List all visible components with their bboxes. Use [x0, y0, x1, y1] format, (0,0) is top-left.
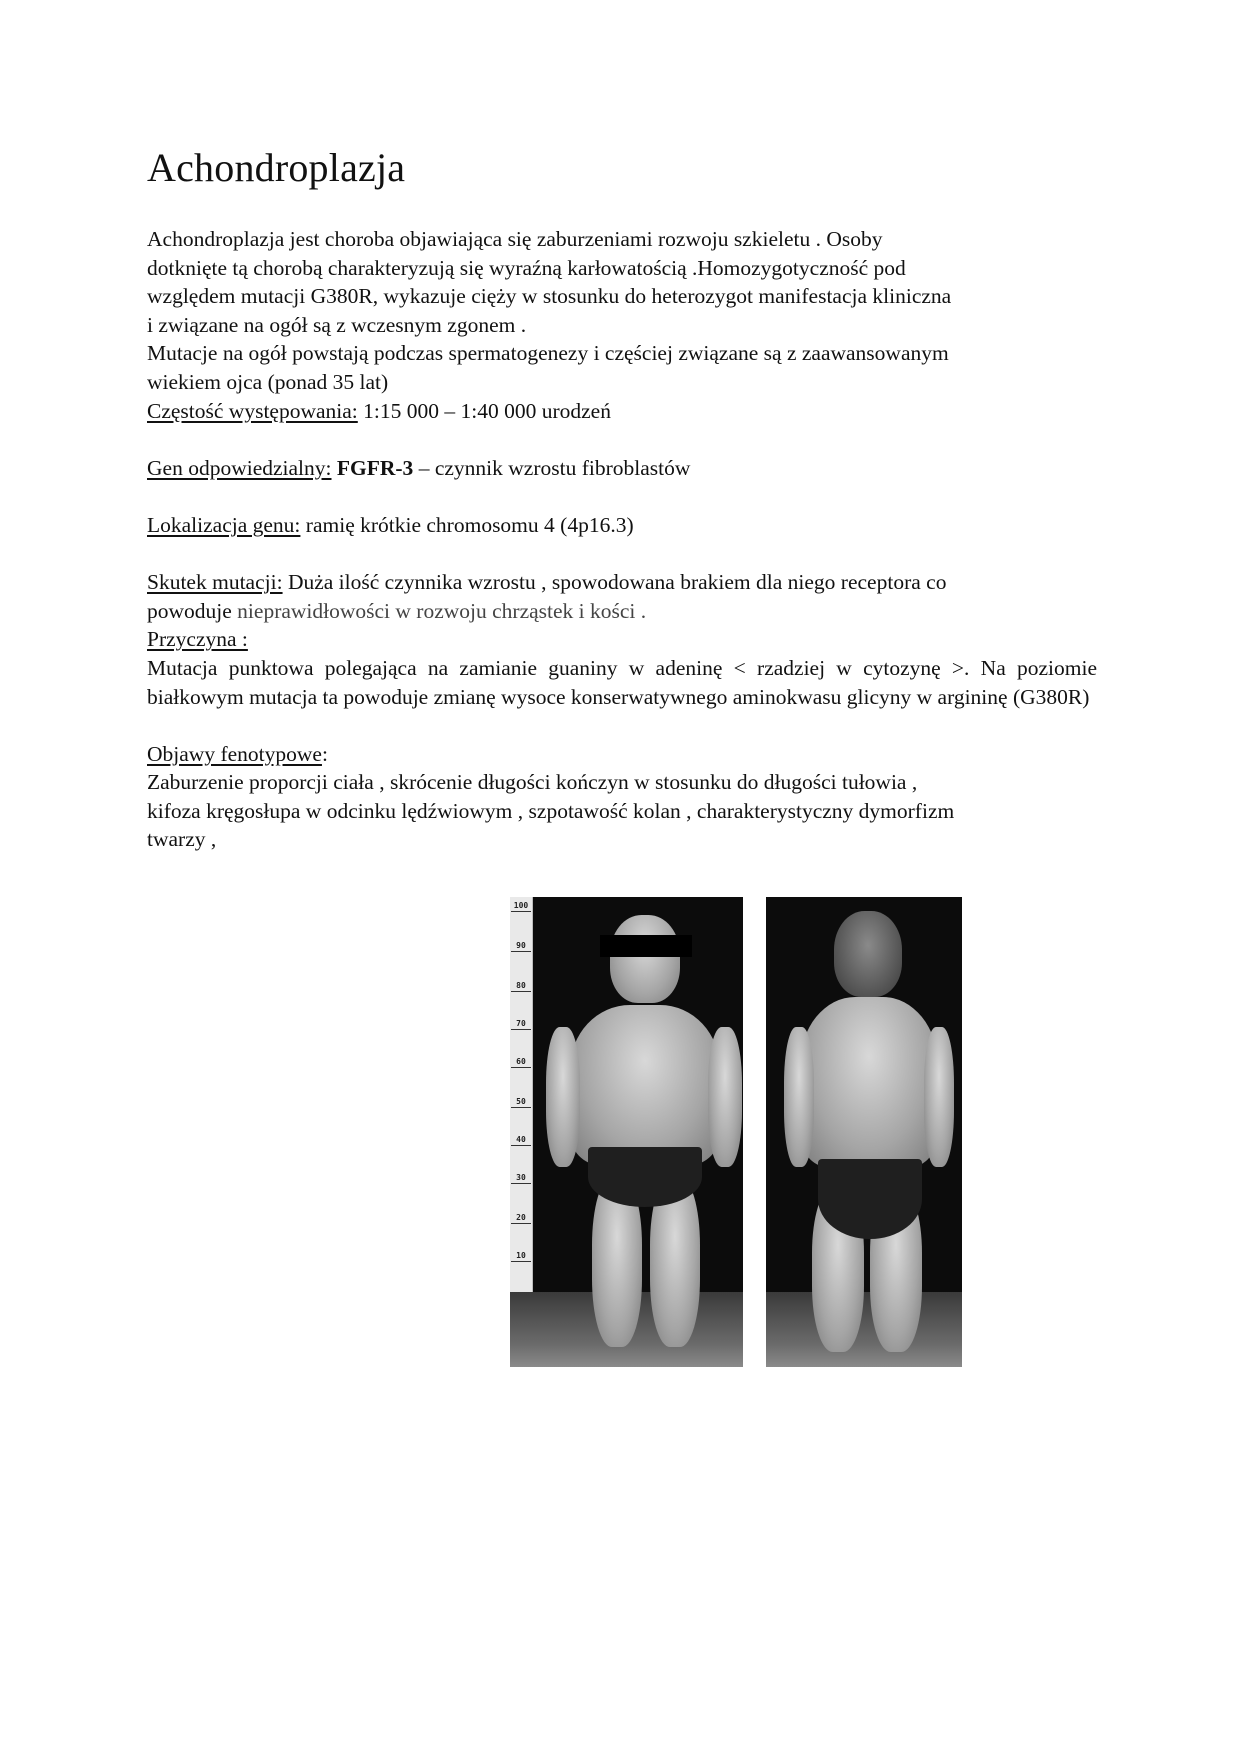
effect-label: Skutek mutacji:: [147, 570, 283, 595]
symptoms-line: Zaburzenie proporcji ciała , skrócenie długości kończyn w stosunku do długości tułowia ,: [147, 770, 918, 795]
arm-shape: [708, 1027, 742, 1167]
symptoms-label: Objawy fenotypowe: [147, 741, 322, 766]
gene-line: [147, 454, 1097, 483]
cause-label: Przyczyna :: [147, 627, 248, 652]
head-shape: [834, 911, 902, 997]
patient-front-photo: [510, 897, 743, 1367]
intro-line: wiekiem ojca (ponad 35 lat): [147, 369, 389, 394]
effect-value-gray: nieprawidłowości w rozwoju chrząstek i kości .: [237, 598, 647, 623]
ruler-mark: 20: [511, 1213, 531, 1224]
ruler-mark: 70: [511, 1019, 531, 1030]
gene-name: FGFR-3: [336, 455, 414, 480]
effect-value-prefix: powoduje: [147, 598, 238, 623]
briefs-shape: [818, 1159, 922, 1239]
arm-shape: [924, 1027, 954, 1167]
eye-censor-bar: [600, 935, 692, 957]
symptoms-colon: :: [321, 741, 328, 766]
intro-line: Mutacje na ogół powstają podczas spermatogenezy i częściej związane są z zaawansowanym: [147, 341, 949, 366]
location-value: ramię krótkie chromosomu 4 (4p16.3): [300, 512, 634, 537]
arm-shape: [546, 1027, 580, 1167]
intro-line: względem mutacji G380R, wykazuje cięży w stosunku do heterozygot manifestacja kliniczna: [147, 284, 952, 309]
floor: [766, 1292, 962, 1367]
ruler-mark: 50: [511, 1097, 531, 1108]
torso-shape: [800, 997, 938, 1167]
document-body: [147, 225, 1097, 854]
gene-description: – czynnik wzrostu fibroblastów: [413, 455, 691, 480]
intro-paragraph: [147, 225, 1097, 397]
document-title: Achondroplazja: [147, 145, 406, 190]
intro-line: dotknięte tą chorobą charakteryzują się wyraźną karłowatością .Homozygotyczność pod: [147, 255, 906, 280]
briefs-shape: [588, 1147, 702, 1207]
intro-line: i związane na ogół są z wczesnym zgonem .: [147, 312, 527, 337]
location-label: Lokalizacja genu:: [147, 512, 301, 537]
ruler-mark: 100: [511, 901, 531, 912]
symptoms-line: kifoza kręgosłupa w odcinku lędźwiowym , szpotawość kolan , charakterystyczny dymorfizm: [147, 798, 955, 823]
ruler-mark: 90: [511, 941, 531, 952]
effect-paragraph: [147, 568, 1097, 625]
effect-value: Duża ilość czynnika wzrostu , spowodowana brakiem dla niego receptora co: [282, 570, 947, 595]
symptoms-line: twarzy ,: [147, 827, 217, 852]
frequency-line: [147, 397, 1097, 426]
cause-text: Mutacja punktowa polegająca na zamianie guaniny w adeninę < rzadziej w cytozynę >. Na poziomie białkowym mutacja ta powoduje zmianę wysoce konserwatywnego aminokwasu glicyny w argininę (G380R): [147, 655, 1097, 709]
torso-shape: [570, 1005, 720, 1165]
ruler-mark: 40: [511, 1135, 531, 1146]
arm-shape: [784, 1027, 814, 1167]
intro-line: Achondroplazja jest choroba objawiająca się zaburzeniami rozwoju szkieletu . Osoby: [147, 227, 883, 251]
gene-label: Gen odpowiedzialny:: [147, 455, 332, 480]
patient-back-photo: [766, 897, 962, 1367]
frequency-label: Częstość występowania:: [147, 398, 358, 423]
ruler-mark: 80: [511, 981, 531, 992]
symptoms-text: [147, 768, 1097, 854]
ruler-mark: 60: [511, 1057, 531, 1068]
ruler-mark: 30: [511, 1173, 531, 1184]
location-line: [147, 511, 1097, 540]
ruler-mark: 10: [511, 1251, 531, 1262]
cause-label-line: [147, 625, 1097, 654]
head-shape: [610, 915, 680, 1003]
frequency-value: 1:15 000 – 1:40 000 urodzeń: [357, 398, 611, 423]
symptoms-label-line: [147, 740, 1097, 769]
